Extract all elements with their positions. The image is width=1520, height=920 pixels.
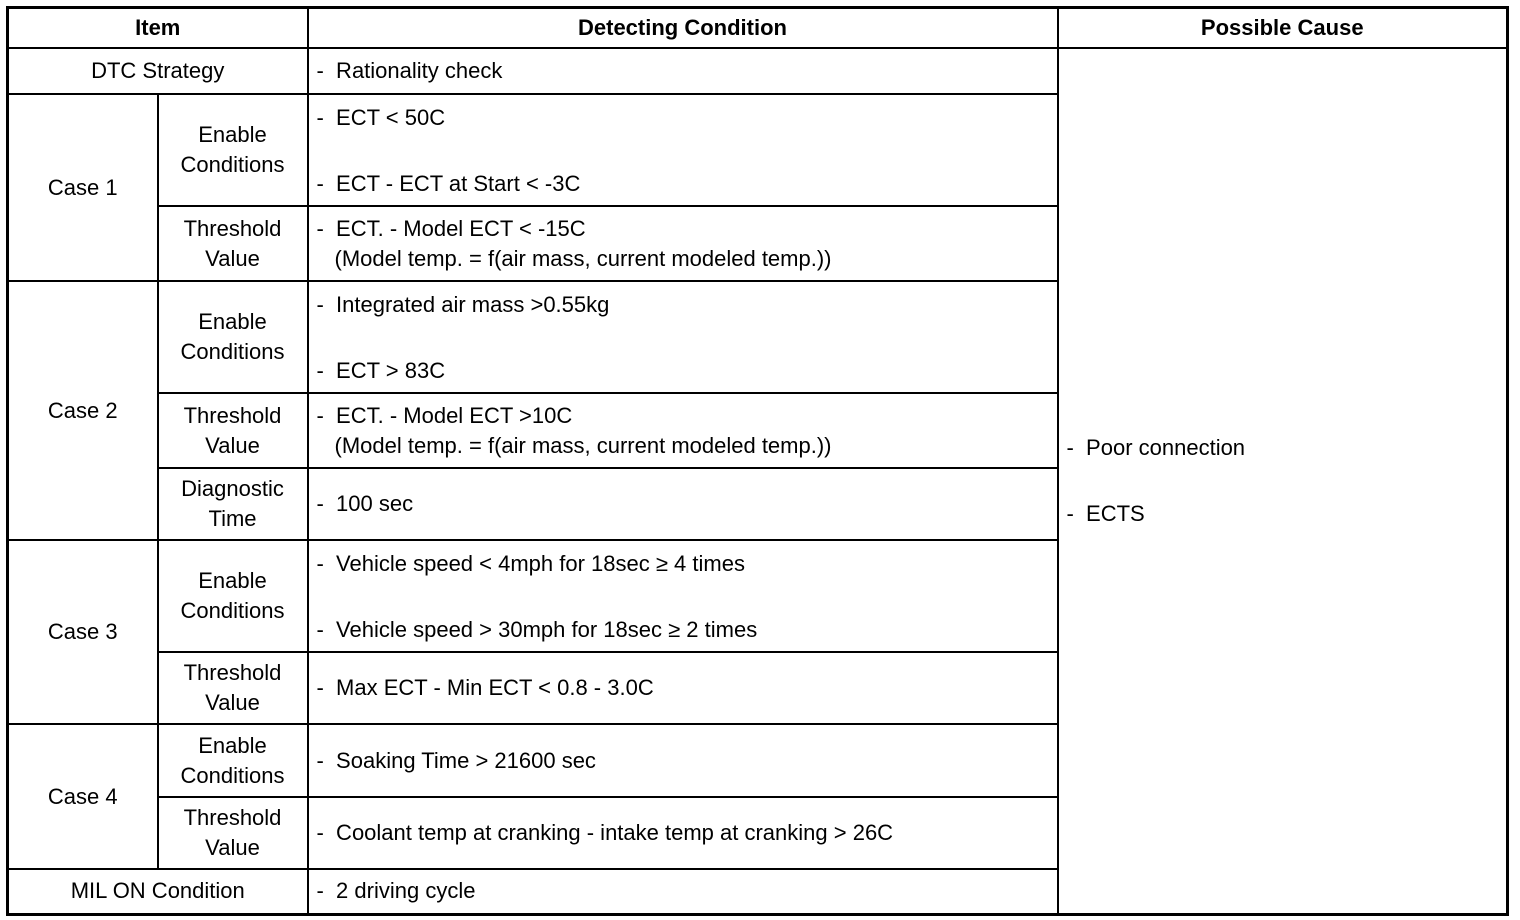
case3-enable-label-2: Conditions xyxy=(180,598,285,623)
case3-threshold-label xyxy=(158,652,308,724)
case3-threshold-value xyxy=(308,652,1058,724)
case2-enable-label xyxy=(158,281,308,393)
case1-label: Case 1 xyxy=(8,94,158,281)
case3-threshold-label-2: Value xyxy=(205,690,260,715)
case2-enable-line-2: - ECT > 83C xyxy=(316,358,446,383)
case4-enable-label xyxy=(158,724,308,797)
header-row xyxy=(8,8,1508,49)
possible-cause-line-1: - Poor connection xyxy=(1066,434,1246,460)
case3-enable-label-1: Enable xyxy=(198,568,267,593)
header-item: Item xyxy=(8,8,308,49)
case2-threshold-line-1: - ECT. - Model ECT >10C xyxy=(316,402,573,428)
dtc-table-wrapper xyxy=(6,6,1509,916)
case2-threshold-label-1: Threshold xyxy=(183,402,282,428)
case1-threshold-label xyxy=(158,206,308,281)
case1-enable-conditions xyxy=(308,94,1058,206)
case4-threshold-label-1: Threshold xyxy=(183,805,282,830)
header-possible-cause: Possible Cause xyxy=(1058,8,1508,49)
case3-enable-conditions xyxy=(308,540,1058,652)
case1-threshold-value xyxy=(308,206,1058,281)
mil-on-text: - 2 driving cycle xyxy=(316,878,476,904)
case2-diagnostic-label xyxy=(158,468,308,540)
case1-enable-line-2: - ECT - ECT at Start < -3C xyxy=(316,171,581,196)
dtc-strategy-text: - Rationality check xyxy=(316,58,503,83)
possible-cause-cell xyxy=(1058,48,1508,914)
case2-diagnostic-label-1: Diagnostic xyxy=(181,476,284,501)
case3-threshold-line-1: - Max ECT - Min ECT < 0.8 - 3.0C xyxy=(316,675,654,700)
case2-label: Case 2 xyxy=(8,281,158,540)
case1-threshold-line-1: - ECT. - Model ECT < -15C xyxy=(316,215,586,241)
possible-cause-line-2: - ECTS xyxy=(1066,500,1145,526)
case1-threshold-line-2: (Model temp. = f(air mass, current modeled temp.)) xyxy=(334,245,832,271)
case1-threshold-label-2: Value xyxy=(205,245,260,271)
case2-enable-conditions xyxy=(308,281,1058,393)
case3-enable-line-1: - Vehicle speed < 4mph for 18sec ≥ 4 times xyxy=(316,551,745,576)
case3-threshold-label-1: Threshold xyxy=(183,660,282,685)
row-dtc-strategy xyxy=(8,48,1508,94)
dtc-detecting-condition-table xyxy=(6,6,1509,916)
case2-enable-label-2: Conditions xyxy=(180,339,285,364)
case3-label: Case 3 xyxy=(8,540,158,724)
case1-threshold-label-1: Threshold xyxy=(183,215,282,241)
case2-diagnostic-value xyxy=(308,468,1058,540)
case2-threshold-line-2: (Model temp. = f(air mass, current modeled temp.)) xyxy=(334,432,832,458)
header-detecting-condition: Detecting Condition xyxy=(308,8,1058,49)
case1-enable-line-1: - ECT < 50C xyxy=(316,105,446,130)
case4-enable-label-1: Enable xyxy=(198,732,267,758)
dtc-strategy-value xyxy=(308,48,1058,94)
case2-enable-line-1: - Integrated air mass >0.55kg xyxy=(316,292,610,317)
case4-enable-label-2: Conditions xyxy=(180,762,285,788)
case1-enable-label-2: Conditions xyxy=(180,152,285,177)
case3-enable-line-2: - Vehicle speed > 30mph for 18sec ≥ 2 times xyxy=(316,617,758,642)
case1-enable-label-1: Enable xyxy=(198,122,267,147)
case4-enable-conditions xyxy=(308,724,1058,797)
case4-threshold-value xyxy=(308,797,1058,869)
case4-label: Case 4 xyxy=(8,724,158,869)
case4-threshold-line-1: - Coolant temp at cranking - intake temp at cranking > 26C xyxy=(316,820,894,845)
case2-threshold-label xyxy=(158,393,308,468)
case2-threshold-label-2: Value xyxy=(205,432,260,458)
case2-diagnostic-text: - 100 sec xyxy=(316,491,414,516)
case2-enable-label-1: Enable xyxy=(198,309,267,334)
case4-threshold-label xyxy=(158,797,308,869)
case4-threshold-label-2: Value xyxy=(205,835,260,860)
case2-threshold-value xyxy=(308,393,1058,468)
mil-on-value xyxy=(308,869,1058,914)
case4-enable-line-1: - Soaking Time > 21600 sec xyxy=(316,747,596,773)
case3-enable-label xyxy=(158,540,308,652)
case2-diagnostic-label-2: Time xyxy=(208,506,257,531)
case1-enable-label xyxy=(158,94,308,206)
dtc-strategy-label: DTC Strategy xyxy=(8,48,308,94)
mil-on-label: MIL ON Condition xyxy=(8,869,308,914)
